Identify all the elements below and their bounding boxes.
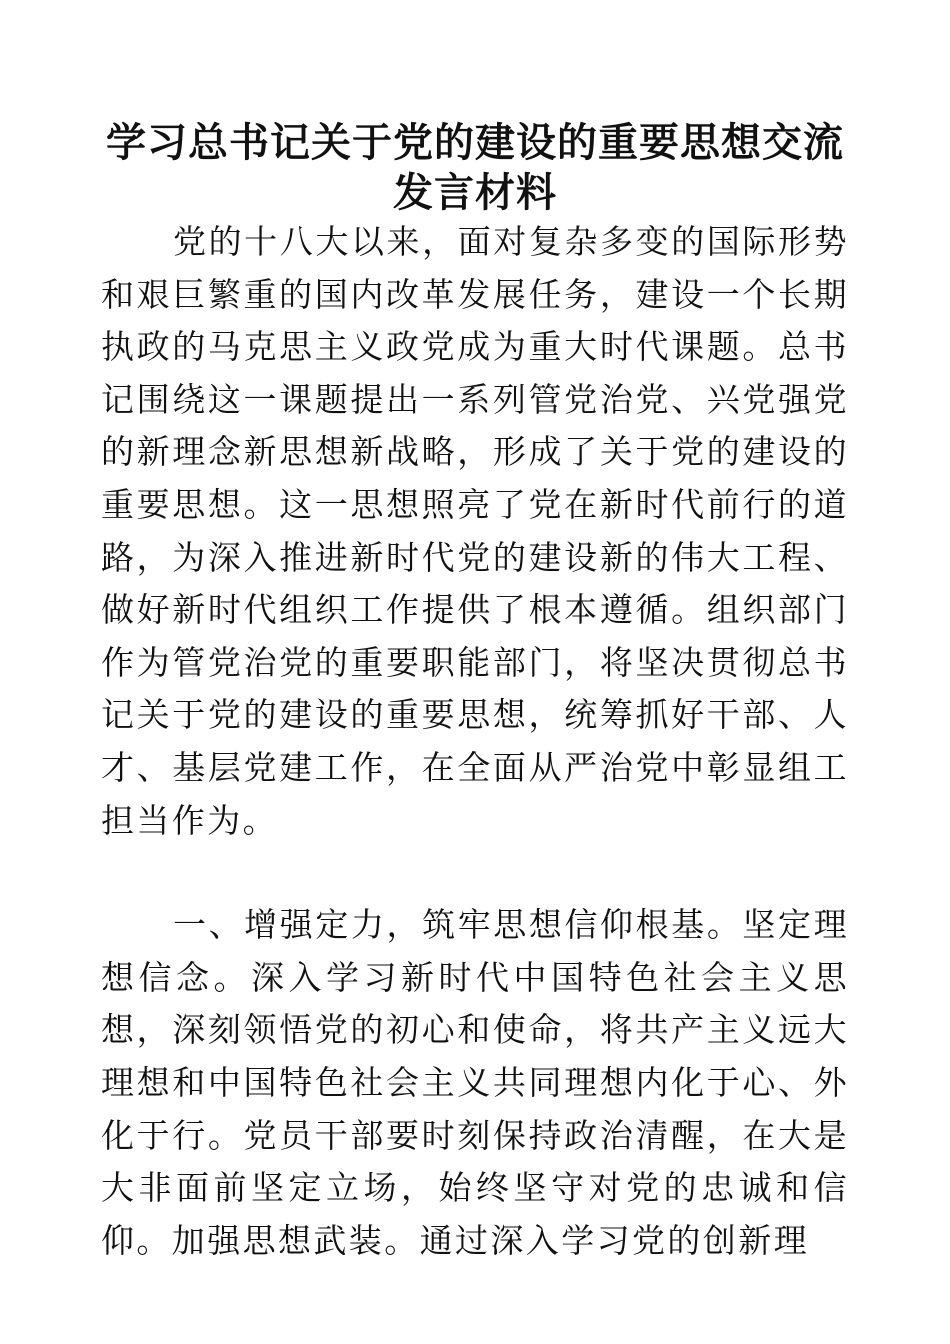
body-paragraph-intro: 党的十八大以来，面对复杂多变的国际形势和艰巨繁重的国内改革发展任务，建设一个长期执政的马克思主义政党成为重大时代课题。总书记围绕这一课题提出一系列管党治党、兴党强党的新理念新思想新战略，形成了关于党的建设的重要思想。这一思想照亮了党在新时代前行的道路，为深入推进新时代党的建设新的伟大工程、做好新时代组织工作提供了根本遵循。组织部门作为管党治党的重要职能部门，将坚决贯彻总书记关于党的建设的重要思想，统筹抓好干部、人才、基层党建工作，在全面从严治党中彰显组工担当作为。	[101, 222, 849, 840]
body-paragraph-section-one: 一、增强定力，筑牢思想信仰根基。坚定理想信念。深入学习新时代中国特色社会主义思想，深刻领悟党的初心和使命，将共产主义远大理想和中国特色社会主义共同理想内化于心、外化于行。党员干部要时刻保持政治清醒，在大是大非面前坚定立场，始终坚守对党的忠诚和信仰。加强思想武装。通过深入学习党的创新理	[101, 905, 849, 1260]
title-line-2: 发言材料	[393, 169, 557, 216]
title-line-1: 学习总书记关于党的建设的重要思想交流	[106, 119, 844, 166]
document-title	[101, 118, 849, 218]
document-page	[101, 118, 849, 1267]
